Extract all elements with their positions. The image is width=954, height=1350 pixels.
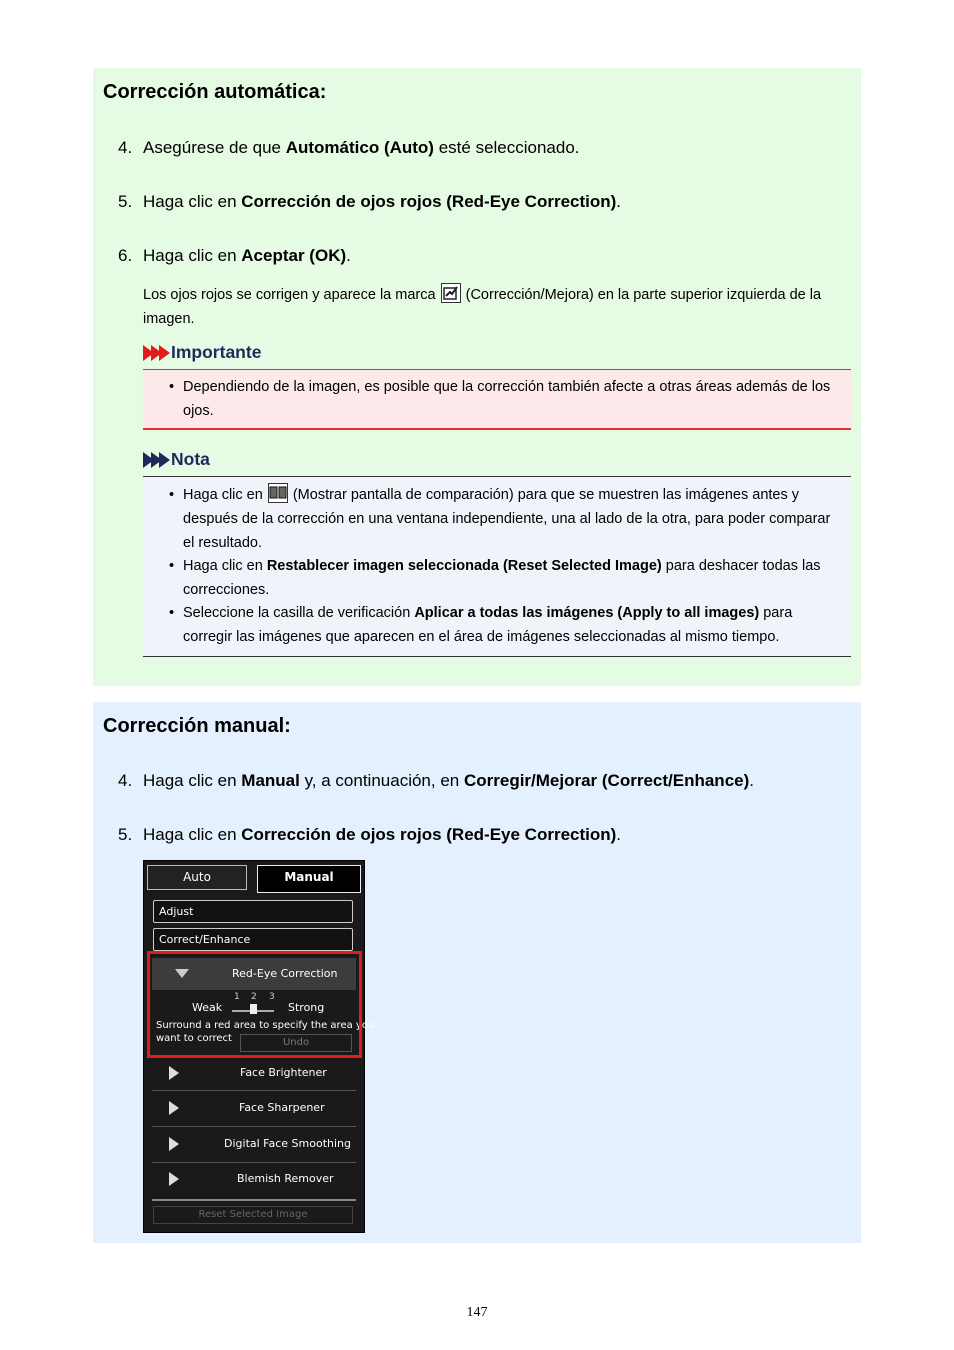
divider [152,1199,356,1201]
correction-mark-icon [441,283,461,303]
step-text: . [616,192,622,211]
note-text: Seleccione la casilla de verificación [183,605,415,621]
undo-button[interactable]: Undo [240,1034,352,1052]
digital-face-smoothing-item[interactable]: Digital Face Smoothing [224,1137,351,1150]
step-text: Haga clic en [143,192,242,211]
step-number: 6. [118,246,133,265]
correct-enhance-button[interactable]: Correct/Enhance [153,928,353,951]
step-text: y, a continuación, en [299,771,464,790]
tick-label: 2 [251,992,257,1002]
correction-panel-screenshot [143,860,375,1233]
step-number: 4. [118,771,133,790]
note-label: Nota [171,449,210,469]
divider [152,1162,356,1163]
instruction-text: Surround a red area to specify the area you [156,1020,375,1031]
reset-selected-image-button[interactable]: Reset Selected Image [153,1206,353,1224]
step-text: . [749,771,754,790]
desc-text: Los ojos rojos se corrigen y aparece la marca [143,287,440,303]
tick-label: 1 [234,992,240,1002]
step-text: esté seleccionado. [433,138,580,157]
face-brightener-item[interactable]: Face Brightener [240,1066,327,1079]
note-arrows-icon [143,452,167,468]
step-bold: Aceptar (OK) [241,246,347,265]
instruction-text: want to correct [156,1033,232,1044]
note-box [143,476,851,657]
highlight-frame [147,951,362,1058]
important-box [143,369,851,430]
list-item: • Haga clic en Restablecer imagen seleccionada (Reset Selected Image) para deshacer todas las correcciones. [169,558,821,598]
important-text: Dependiendo de la imagen, es posible que la corrección también afecte a otras áreas además de los ojos. [183,379,831,419]
step-number: 4. [118,138,133,157]
step-text: Haga clic en [143,825,242,844]
divider [152,1126,356,1127]
step-text: Haga clic en [143,771,242,790]
divider [152,1090,356,1091]
step-5-manual [118,825,621,845]
comparison-screen-icon [268,483,288,503]
adjust-button[interactable]: Adjust [153,900,353,923]
tab-auto[interactable]: Auto [147,865,247,890]
auto-correction-section [93,68,861,686]
weak-label: Weak [192,1001,223,1014]
step-text: . [616,825,622,844]
step-4-auto [118,138,580,158]
step-6-auto [118,246,351,266]
strong-label: Strong [288,1001,325,1014]
note-text: para corregir las imágenes que aparecen en el área de imágenes seleccionadas al mismo tiempo. [183,605,793,645]
note-text: para deshacer todas las correcciones. [183,558,821,598]
important-label: Importante [171,342,262,362]
step-5-auto [118,192,621,212]
tick-label: 3 [269,992,275,1002]
note-bold: Restablecer imagen seleccionada (Reset Selected Image) [266,558,662,574]
section-title-manual: Corrección manual: [103,715,291,737]
note-text: Haga clic en [183,558,267,574]
note-heading [143,449,210,470]
list-item: • Seleccione la casilla de verificación Aplicar a todas las imágenes (Apply to all images) para corregir las imágenes que aparecen en el área de imágenes seleccionadas al mismo tiempo. [169,605,793,645]
step-bold: Corrección de ojos rojos (Red-Eye Correction) [241,825,617,844]
note-bold: Aplicar a todas las imágenes (Apply to all images) [414,605,760,621]
section-title-auto: Corrección automática: [103,81,327,103]
important-arrows-icon [143,345,167,361]
step-bold: Corregir/Mejorar (Correct/Enhance) [463,771,750,790]
desc-text: (Corrección/Mejora) en la parte superior izquierda de la imagen. [143,287,822,327]
manual-correction-section [93,702,861,1243]
list-item: • Haga clic en (Mostrar pantalla de comparación) para que se muestren las imágenes antes y después de la corrección en una ventana independiente, una al lado de la otra, para poder comparar el resultado. [169,483,841,555]
step-number: 5. [118,192,133,211]
step-bold: Manual [241,771,300,790]
face-sharpener-item[interactable]: Face Sharpener [239,1101,325,1114]
expand-right-icon [169,1137,179,1151]
step-4-manual [118,771,754,791]
expand-right-icon [169,1066,179,1080]
red-eye-label: Red-Eye Correction [232,967,338,980]
blemish-remover-item[interactable]: Blemish Remover [237,1172,334,1185]
tab-manual[interactable]: Manual [257,865,361,893]
expand-right-icon [169,1101,179,1115]
expand-right-icon [169,1172,179,1186]
step-text: . [346,246,351,265]
step-bold: Automático (Auto) [285,138,434,157]
note-text: (Mostrar pantalla de comparación) para que se muestren las imágenes antes y después de la corrección en una ventana independiente, una al lado de la otra, para poder comparar el resultado. [183,487,831,551]
step-number: 5. [118,825,133,844]
note-text: Haga clic en [183,487,267,503]
page-number: 147 [466,1305,488,1320]
list-item: • Dependiendo de la imagen, es posible que la corrección también afecte a otras áreas además de los ojos. [169,379,831,419]
important-heading [143,342,261,363]
result-description [143,283,848,331]
step-text: Haga clic en [143,246,242,265]
step-text: Asegúrese de que [143,138,286,157]
step-bold: Corrección de ojos rojos (Red-Eye Correction) [241,192,617,211]
